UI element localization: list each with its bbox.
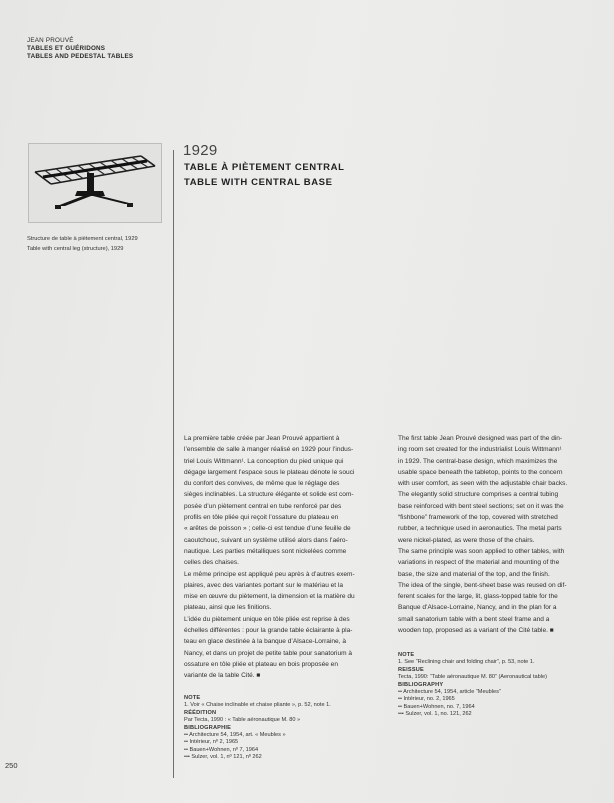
text-line: in 1929. The central-base design, which maximizes the (398, 457, 558, 465)
text-line: plateau, ainsi que les finitions. (184, 604, 272, 612)
text-line: mise en œuvre du piètement, la dimension et la matière du (184, 593, 355, 601)
text-line: base reinforced with bent steel sections; set on it was the (398, 502, 564, 510)
text-line: dégage largement l’espace sous le plateau dénote le souci (184, 468, 355, 476)
column-divider (173, 150, 174, 778)
text-line: base, the size and material of the top, and the finish. (398, 570, 550, 578)
title-fr: TABLE À PIÈTEMENT CENTRAL (184, 162, 345, 173)
bibliography-item: •• Bauen+Wohnen, nº 7, 1964 (184, 746, 259, 753)
text-line: ing room set created for the industrialist Louis Wittmann¹ (398, 446, 562, 454)
text-line: échelles différentes : pour la grande table éclairante à pla- (184, 627, 353, 635)
reissue-heading: REISSUE (398, 666, 424, 673)
text-line: The elegantly solid structure comprises a central tubing (398, 491, 559, 499)
text-line: variations in respect of the material and mounting of the (398, 559, 560, 567)
header-section-en: TABLES AND PEDESTAL TABLES (27, 53, 134, 60)
text-line: celles des chaises. (184, 559, 239, 567)
notes-en (398, 652, 598, 719)
entry-year: 1929 (183, 142, 218, 159)
running-header (27, 37, 133, 61)
note-heading: NOTE (184, 695, 201, 701)
text-line: The idea of the single, bent-sheet base was reused on dif- (398, 581, 567, 589)
text-line: The same principle was soon applied to other tables, with (398, 547, 565, 555)
text-line: rubber, a technique used in aeronautics. The metal parts (398, 525, 562, 533)
text-line: variante de la table Cité. ■ (184, 672, 261, 680)
text-line: ossature en tôle pliée et plateau en bois proposée en (184, 660, 338, 668)
body-text-fr (184, 433, 385, 682)
reedition-text: Par Tecta, 1990 : « Table aéronautique M. 80 » (184, 717, 301, 724)
text-line: Banque d’Alsace-Lorraine, Nancy, and in the plan for a (398, 604, 557, 612)
title-en: TABLE WITH CENTRAL BASE (184, 177, 333, 188)
text-line: l’ensemble de salle à manger réalisé en 1929 pour l’indus- (184, 446, 354, 454)
text-line: small sanatorium table with a bent steel frame and a (398, 615, 550, 623)
bibliography-item: •• Bauen+Wohnen, no. 7, 1964 (398, 703, 475, 710)
header-section-fr: TABLES ET GUÉRIDONS (27, 45, 106, 52)
page-number: 250 (5, 761, 18, 770)
text-line: « arêtes de poisson » ; celle-ci est tendue d’une feuille de (184, 525, 351, 533)
note-text: 1. Voir « Chaise inclinable et chaise pliante », p. 52, note 1. (184, 702, 331, 709)
text-line: Nancy, et dans un projet de petite table pour sanatorium à (184, 649, 353, 657)
note-heading: NOTE (398, 652, 415, 658)
bibliography-item: •• Architecture 54, 1954, article “Meubles” (398, 689, 501, 696)
notes-fr (184, 695, 384, 762)
bibliography-item: ••• Sulzer, vol. 1, no. 121, 262 (398, 711, 472, 718)
text-line: La première table créée par Jean Prouvé appartient à (184, 435, 340, 442)
text-line: teau en glace destinée à la banque d’Alsace-Lorraine, à (184, 638, 346, 646)
text-line: sièges inclinables. La structure élégante et solide est com- (184, 491, 354, 499)
text-line: usable space beneath the tabletop, points to the concern (398, 468, 563, 476)
body-text-en (398, 433, 597, 636)
entry-title (184, 160, 345, 190)
text-line: profils en tôle pliée qui reçoit l’ossature du plateau en (184, 514, 339, 522)
text-line: were nickel-plated, as were those of the chairs. (398, 536, 535, 544)
text-line: Le même principe est appliqué peu après à d’autres exem- (184, 570, 355, 578)
text-line: caoutchouc, suivant un système utilisé alors dans l’aéro- (184, 536, 348, 544)
reissue-text: Tecta, 1990: “Table aéronautique M. 80” (Aeronautical table) (398, 674, 547, 681)
bibliography-item: •• Intérieur, no. 2, 1965 (398, 696, 455, 703)
text-line: nautique. Les parties métalliques sont nickelées comme (184, 547, 347, 555)
text-line: posée d’un piètement central en tube renforcé par des (184, 502, 342, 510)
bibliography-item: •• Architecture 54, 1954, art. « Meubles » (184, 732, 286, 739)
text-line: “fishbone” framework of the top, covered with stretched (398, 514, 558, 522)
caption-fr: Structure de table à piètement central, 1929 (27, 236, 138, 242)
text-line: The first table Jean Prouvé designed was part of the din- (398, 435, 563, 442)
header-author: JEAN PROUVÉ (27, 37, 74, 44)
text-line: du confort des convives, de même que le réglage des (184, 480, 340, 488)
caption-en: Table with central leg (structure), 1929 (27, 246, 124, 252)
note-text: 1. See “Reclining chair and folding chair”, p. 53, note 1. (398, 659, 535, 666)
text-line: plaires, avec des variantes portant sur le matériau et la (184, 581, 344, 589)
bibliography-item: ••• Sulzer, vol. 1, nº 121, nº 262 (184, 754, 262, 761)
text-line: wooden top, proposed as a variant of the Cité table. ■ (398, 627, 554, 635)
bibliography-heading: BIBLIOGRAPHIE (184, 724, 232, 731)
text-line: with user comfort, as seen with the adjustable chair backs. (398, 480, 568, 488)
bibliography-heading: BIBLIOGRAPHY (398, 681, 444, 688)
reedition-heading: RÉÉDITION (184, 709, 217, 716)
text-line: L’idée du piètement unique en tôle pliée est reprise à des (184, 615, 350, 623)
table-structure-photo (28, 143, 162, 223)
figure-caption (27, 234, 138, 254)
table-structure-illustration (29, 144, 161, 222)
text-line: triel Louis Wittmann¹. La conception du pied unique qui (184, 457, 344, 465)
bibliography-item: •• Intérieur, nº 2, 1965 (184, 739, 239, 746)
text-line: ferent scales for the large, lit, glass-topped table for the (398, 593, 558, 601)
